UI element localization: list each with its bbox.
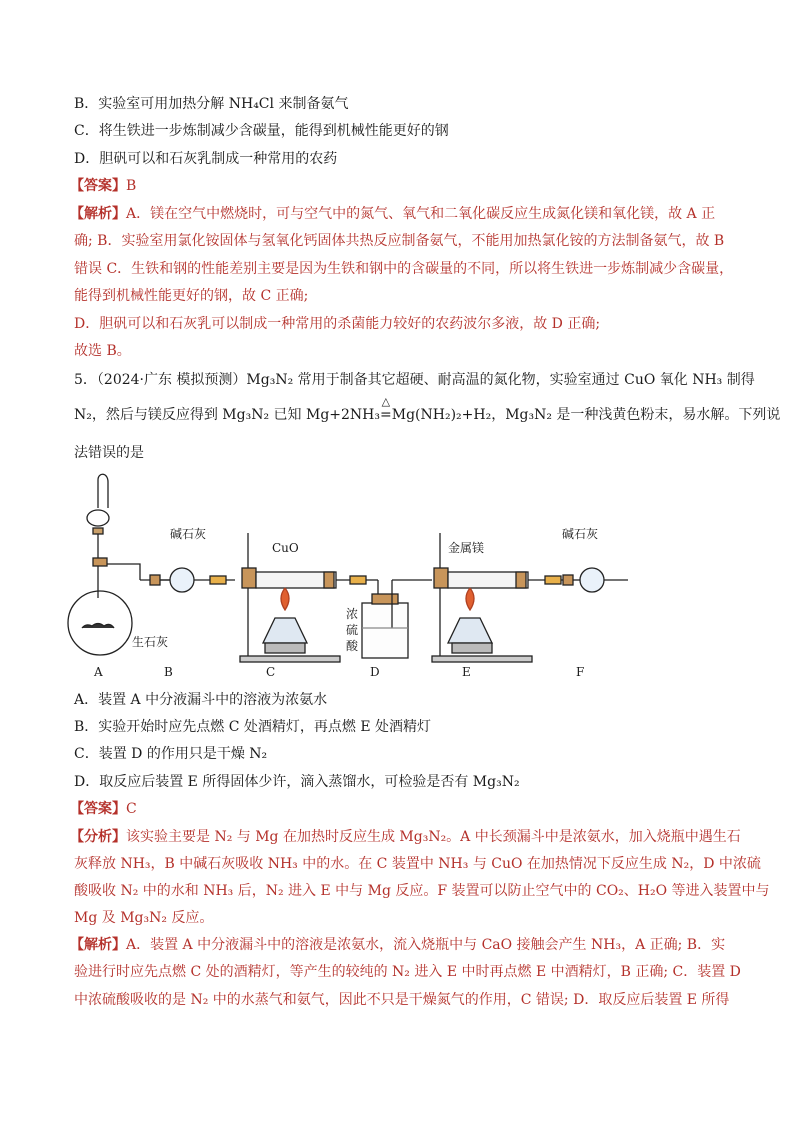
question-line2	[74, 395, 781, 425]
prev-answer-value: B	[126, 178, 137, 194]
letter-b: B	[164, 665, 173, 679]
prev-analysis-line5: D．胆矾可以和石灰乳可以制成一种常用的杀菌能力较好的农药波尔多液，故 D 正确;	[74, 316, 601, 332]
answer-value: C	[126, 801, 137, 817]
jiexi-line1	[70, 935, 725, 955]
equals-sign: =	[380, 407, 392, 423]
answer-label: 【答案】	[70, 801, 126, 817]
jiexi-label: 【解析】	[70, 937, 126, 953]
delta-icon: △	[381, 395, 391, 408]
prev-analysis-line1	[70, 204, 715, 224]
apparatus-figure	[60, 468, 660, 683]
prev-option-d: D．胆矾可以和石灰乳制成一种常用的农药	[74, 151, 338, 167]
apparatus-d	[362, 580, 432, 658]
fenxi-label: 【分析】	[70, 829, 126, 845]
prev-analysis-line4: 能得到机械性能更好的钢，故 C 正确;	[74, 288, 309, 304]
label-conc: 浓	[346, 607, 359, 621]
label-sulfuric: 硫	[346, 623, 359, 637]
letter-f: F	[576, 665, 585, 679]
prev-analysis-line2: 确; B．实验室用氯化铵固体与氢氧化钙固体共热反应制备氨气，不能用加热氯化铵的方法制备氨气，故 B	[74, 233, 725, 249]
prev-answer-label: 【答案】	[70, 178, 126, 194]
fenxi-text1: 该实验主要是 N₂ 与 Mg 在加热时反应生成 Mg₃N₂。A 中长颈漏斗中是浓氨水，加入烧瓶中遇生石	[126, 829, 741, 845]
option-a: A．装置 A 中分液漏斗中的溶液为浓氨水	[74, 692, 328, 708]
fenxi-line2: 灰释放 NH₃，B 中碱石灰吸收 NH₃ 中的水。在 C 装置中 NH₃ 与 CuO 在加热情况下反应生成 N₂，D 中浓硫	[74, 856, 761, 872]
label-quicklime: 生石灰	[132, 635, 169, 649]
prev-analysis-label: 【解析】	[70, 206, 126, 222]
option-b: B．实验开始时应先点燃 C 处酒精灯，再点燃 E 处酒精灯	[74, 719, 432, 735]
prev-answer	[70, 176, 136, 196]
label-soda-lime-right: 碱石灰	[562, 527, 599, 541]
question-line1: 5．（2024·广东 模拟预测）Mg₃N₂ 常用于制备其它超硬、耐高温的氮化物，实验室通过 CuO 氧化 NH₃ 制得	[74, 372, 755, 388]
letter-a: A	[94, 665, 103, 679]
jiexi-line3: 中浓硫酸吸收的是 N₂ 中的水蒸气和氨气，因此不只是干燥氮气的作用，C 错误; D．取反应后装置 E 所得	[74, 992, 730, 1008]
prev-option-c: C．将生铁进一步炼制减少含碳量，能得到机械性能更好的钢	[74, 123, 449, 139]
jiexi-text1: A．装置 A 中分液漏斗中的溶液是浓氨水，流入烧瓶中与 CaO 接触会产生 NH₃，A 正确; B．实	[126, 937, 726, 953]
label-metal-mg: 金属镁	[448, 541, 485, 555]
apparatus-f	[563, 568, 628, 592]
jiexi-line2: 验进行时应先点燃 C 处的酒精灯，等产生的较纯的 N₂ 进入 E 中时再点燃 E 中酒精灯，B 正确; C．装置 D	[74, 964, 741, 980]
apparatus-b	[150, 568, 235, 592]
fenxi-line3: 酸吸收 N₂ 中的水和 NH₃ 后，N₂ 进入 E 中与 Mg 反应。F 装置可以防止空气中的 CO₂、H₂O 等进入装置中与	[74, 883, 770, 899]
fenxi-line4: Mg 及 Mg₃N₂ 反应。	[74, 910, 214, 926]
prev-analysis-line3: 错误 C．生铁和钢的性能差别主要是因为生铁和钢中的含碳量的不同，所以将生铁进一步炼制减少含碳量，	[74, 261, 734, 277]
label-soda-lime-left: 碱石灰	[170, 527, 207, 541]
question-line2-b: Mg(NH₂)₂+H₂，Mg₃N₂ 是一种浅黄色粉末，易水解。下列说	[391, 407, 781, 423]
heating-equals	[380, 395, 392, 425]
apparatus-a	[68, 474, 172, 655]
label-acid: 酸	[346, 639, 359, 653]
option-d: D．取反应后装置 E 所得固体少许，滴入蒸馏水，可检验是否有 Mg₃N₂	[74, 774, 520, 790]
fenxi-line1	[70, 827, 741, 847]
prev-analysis-line6: 故选 B。	[74, 343, 131, 359]
letter-d: D	[370, 665, 380, 679]
letter-c: C	[266, 665, 276, 679]
answer	[70, 799, 137, 819]
letter-e: E	[462, 665, 471, 679]
label-cuo: CuO	[272, 541, 299, 555]
option-c: C．装置 D 的作用只是干燥 N₂	[74, 746, 268, 762]
prev-analysis-text1: A．镁在空气中燃烧时，可与空气中的氮气、氧气和二氧化碳反应生成氮化镁和氧化镁，故 A 正	[126, 206, 716, 222]
question-line3: 法错误的是	[74, 445, 144, 461]
prev-option-b: B．实验室可用加热分解 NH₄Cl 来制备氨气	[74, 96, 349, 112]
question-line2-a: N₂，然后与镁反应得到 Mg₃N₂ 已知 Mg+2NH₃	[74, 407, 380, 423]
